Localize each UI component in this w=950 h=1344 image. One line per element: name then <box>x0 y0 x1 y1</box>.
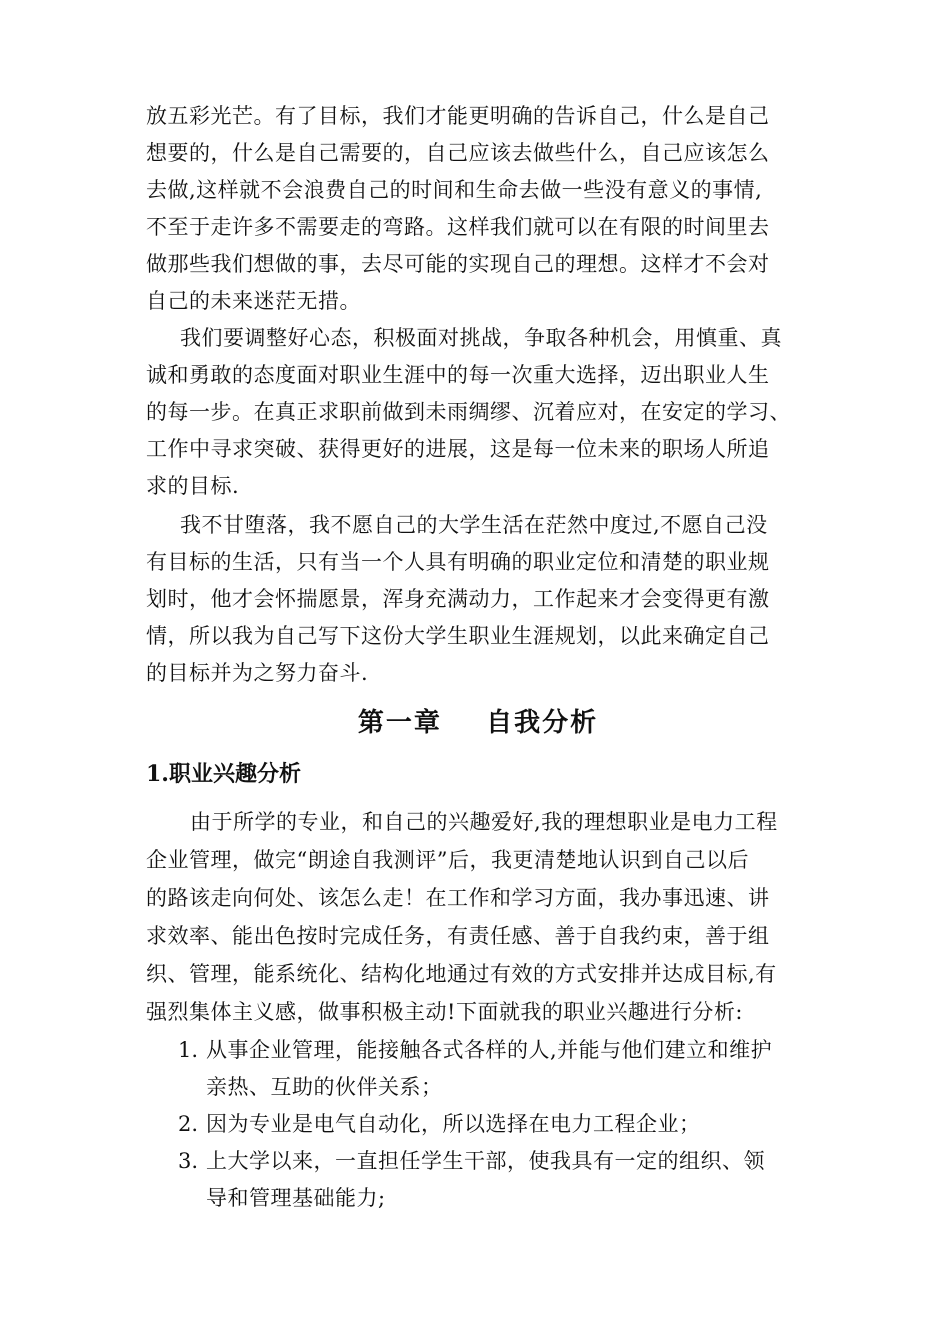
text-line: 因为专业是电气自动化，所以选择在电力工程企业； <box>206 1112 701 1136</box>
text-line: 放五彩光芒。有了目标，我们才能更明确的告诉自己，什么是自己 <box>146 104 770 128</box>
text-line: 有目标的生活，只有当一个人具有明确的职业定位和清楚的职业规 <box>146 550 770 574</box>
text-line: 我们要调整好心态，积极面对挑战，争取各种机会，用慎重、真 <box>180 326 782 350</box>
section-title: 1.职业兴趣分析 <box>146 761 301 787</box>
text-line: 的路该走向何处、该怎么走！在工作和学习方面，我办事迅速、讲 <box>146 886 770 910</box>
text-line: 企业管理，做完“朗途自我测评”后，我更清楚地认识到自己以后 <box>146 848 749 872</box>
list-item-number: 3. <box>178 1149 199 1173</box>
text-line: 上大学以来，一直担任学生干部，使我具有一定的组织、领 <box>206 1149 765 1173</box>
text-line: 情，所以我为自己写下这份大学生职业生涯规划，以此来确定自己 <box>146 624 770 648</box>
text-line: 求效率、能出色按时完成任务，有责任感、善于自我约束，善于组 <box>146 924 770 948</box>
text-line: 强烈集体主义感，做事积极主动!下面就我的职业兴趣进行分析: <box>146 1000 744 1024</box>
text-line: 的每一步。在真正求职前做到未雨绸缪、沉着应对，在安定的学习、 <box>146 400 791 424</box>
text-line: 工作中寻求突破、获得更好的进展，这是每一位未来的职场人所追 <box>146 437 770 461</box>
text-line: 的目标并为之努力奋斗. <box>146 661 369 685</box>
text-line: 导和管理基础能力; <box>206 1186 386 1210</box>
text-line: 去做,这样就不会浪费自己的时间和生命去做一些没有意义的事情, <box>146 178 763 202</box>
text-line: 划时，他才会怀揣愿景，浑身充满动力，工作起来才会变得更有激 <box>146 587 770 611</box>
text-line: 求的目标. <box>146 474 240 498</box>
text-line: 我不甘堕落，我不愿自己的大学生活在茫然中度过,不愿自己没 <box>180 513 768 537</box>
text-line: 想要的，什么是自己需要的，自己应该去做些什么，自己应该怎么 <box>146 141 770 165</box>
text-line: 做那些我们想做的事，去尽可能的实现自己的理想。这样才不会对 <box>146 252 770 276</box>
list-item-number: 2. <box>178 1112 199 1136</box>
text-line: 织、管理，能系统化、结构化地通过有效的方式安排并达成目标,有 <box>146 962 777 986</box>
text-line: 不至于走许多不需要走的弯路。这样我们就可以在有限的时间里去 <box>146 215 770 239</box>
text-line: 亲热、互助的伙伴关系； <box>206 1075 443 1099</box>
text-line: 诚和勇敢的态度面对职业生涯中的每一次重大选择，迈出职业人生 <box>146 363 770 387</box>
chapter-title: 第一章 自我分析 <box>357 708 599 738</box>
list-item-number: 1. <box>178 1038 199 1062</box>
text-line: 由于所学的专业，和自己的兴趣爱好,我的理想职业是电力工程 <box>190 810 778 834</box>
text-line: 从事企业管理，能接触各式各样的人,并能与他们建立和维护 <box>206 1038 773 1062</box>
text-line: 自己的未来迷茫无措。 <box>146 289 361 313</box>
